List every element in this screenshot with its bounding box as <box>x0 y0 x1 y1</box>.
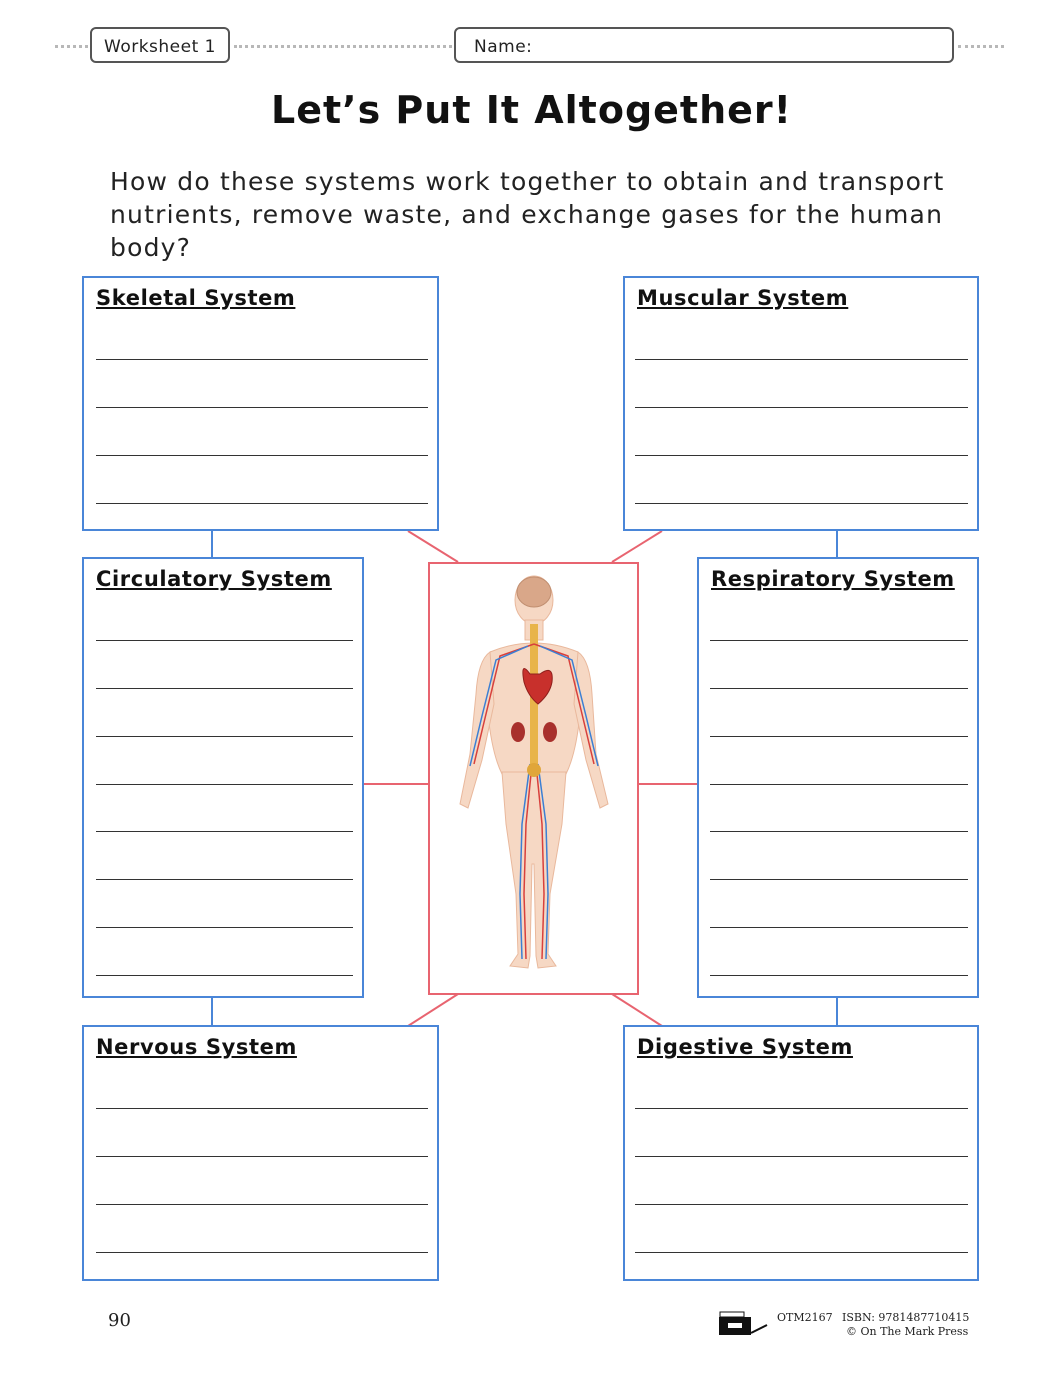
answer-line[interactable] <box>96 784 353 785</box>
answer-line[interactable] <box>710 975 968 976</box>
circulatory-system-title: Circulatory System <box>96 567 332 591</box>
answer-line[interactable] <box>710 784 968 785</box>
answer-line[interactable] <box>96 455 428 456</box>
answer-line[interactable] <box>96 1204 428 1205</box>
page-title: Let’s Put It Altogether! <box>270 88 792 132</box>
answer-line[interactable] <box>96 359 428 360</box>
publisher-logo <box>718 1311 768 1337</box>
answer-line[interactable] <box>96 640 353 641</box>
circulatory-system-box <box>82 557 364 998</box>
answer-line[interactable] <box>96 879 353 880</box>
answer-line[interactable] <box>710 736 968 737</box>
kidney-icon <box>511 722 525 742</box>
answer-line[interactable] <box>635 1252 968 1253</box>
answer-line[interactable] <box>635 455 968 456</box>
nervous-system-box <box>82 1025 439 1281</box>
answer-line[interactable] <box>635 1108 968 1109</box>
nervous-system-title: Nervous System <box>96 1035 297 1059</box>
muscular-system-title: Muscular System <box>637 286 849 310</box>
answer-line[interactable] <box>710 831 968 832</box>
answer-line[interactable] <box>96 407 428 408</box>
skeletal-system-box <box>82 276 439 531</box>
connector-nervous-figure <box>408 994 458 1026</box>
answer-line[interactable] <box>635 407 968 408</box>
muscular-system-box <box>623 276 979 531</box>
page-number: 90 <box>108 1310 131 1331</box>
answer-line[interactable] <box>710 879 968 880</box>
skeletal-system-title: Skeletal System <box>96 286 296 310</box>
isbn-text: ISBN: 9781487710415 <box>842 1311 970 1324</box>
answer-line[interactable] <box>96 1108 428 1109</box>
worksheet-label: Worksheet 1 <box>104 37 216 57</box>
product-code: OTM2167 <box>777 1311 833 1324</box>
brain-icon <box>517 577 551 607</box>
answer-line[interactable] <box>96 736 353 737</box>
digestive-system-title: Digestive System <box>637 1035 853 1059</box>
connector-muscular-figure <box>612 531 662 562</box>
bladder-icon <box>527 763 541 777</box>
answer-line[interactable] <box>635 1156 968 1157</box>
question-text: How do these systems work together to obtain and transport nutrients, remove waste, and exchange gases for the human body? <box>110 167 945 262</box>
answer-line[interactable] <box>635 503 968 504</box>
answer-line[interactable] <box>635 1204 968 1205</box>
answer-line[interactable] <box>96 688 353 689</box>
answer-line[interactable] <box>96 831 353 832</box>
answer-line[interactable] <box>96 503 428 504</box>
connector-skeletal-figure <box>408 531 458 562</box>
copyright-text: © On The Mark Press <box>846 1325 969 1338</box>
answer-line[interactable] <box>710 688 968 689</box>
kidney-icon <box>543 722 557 742</box>
name-label: Name: <box>474 37 533 57</box>
body-figure-frame <box>428 562 639 995</box>
answer-line[interactable] <box>96 1156 428 1157</box>
answer-line[interactable] <box>96 1252 428 1253</box>
respiratory-system-title: Respiratory System <box>711 567 955 591</box>
human-body-illustration <box>430 564 637 993</box>
answer-line[interactable] <box>710 640 968 641</box>
respiratory-system-box <box>697 557 979 998</box>
digestive-system-box <box>623 1025 979 1281</box>
answer-line[interactable] <box>710 927 968 928</box>
answer-line[interactable] <box>635 359 968 360</box>
answer-line[interactable] <box>96 927 353 928</box>
connector-digestive-figure <box>612 994 662 1026</box>
answer-line[interactable] <box>96 975 353 976</box>
